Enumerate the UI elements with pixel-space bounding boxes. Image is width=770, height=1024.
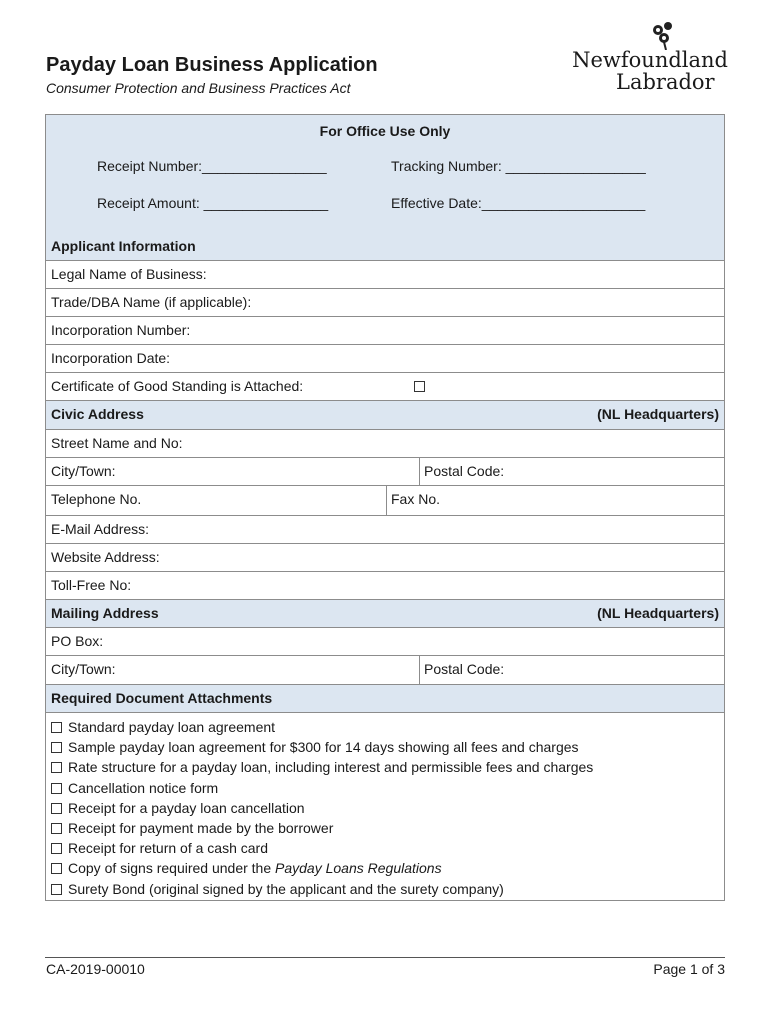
- checkbox[interactable]: [51, 783, 62, 794]
- incorporation-date-field[interactable]: [46, 345, 724, 373]
- item-label: Receipt for return of a cash card: [68, 840, 268, 857]
- list-item: [51, 840, 593, 860]
- list-item: [51, 759, 593, 779]
- section-heading-note: (NL Headquarters): [597, 605, 719, 621]
- trade-name-field[interactable]: [46, 289, 724, 317]
- documents-header: [46, 685, 724, 713]
- page-subtitle: Consumer Protection and Business Practices Act: [46, 80, 351, 96]
- section-heading: Applicant Information: [51, 238, 196, 254]
- office-use-title: For Office Use Only: [319, 123, 451, 139]
- field-label: Trade/DBA Name (if applicable):: [51, 294, 252, 310]
- checkbox[interactable]: [51, 742, 62, 753]
- civic-address-header: [46, 401, 724, 430]
- item-label: Cancellation notice form: [68, 779, 219, 796]
- page-number: Page 1 of 3: [653, 961, 725, 977]
- certificate-row: [46, 373, 724, 401]
- logo-text-newfoundland: Newfoundland: [572, 48, 728, 72]
- postal-code-field[interactable]: Postal Code:: [424, 463, 505, 479]
- item-label: Surety Bond (original signed by the applicant and the surety company): [68, 880, 504, 897]
- tollfree-field[interactable]: [46, 572, 724, 600]
- website-field[interactable]: [46, 544, 724, 572]
- mailing-address-header: [46, 600, 724, 628]
- application-form: [45, 114, 725, 901]
- civic-city-row: [46, 458, 724, 486]
- office-use-section: [46, 115, 724, 234]
- documents-checklist: [51, 719, 593, 901]
- legal-name-field[interactable]: [46, 261, 724, 289]
- list-item: [51, 780, 593, 800]
- list-item: [51, 860, 593, 880]
- email-field[interactable]: [46, 516, 724, 544]
- list-item: [51, 739, 593, 759]
- checkbox[interactable]: [51, 803, 62, 814]
- incorporation-number-field[interactable]: [46, 317, 724, 345]
- section-heading: Civic Address: [51, 406, 144, 422]
- footer-divider: [45, 957, 725, 958]
- checkbox[interactable]: [51, 863, 62, 874]
- field-label: Certificate of Good Standing is Attached:: [51, 378, 304, 394]
- checkbox[interactable]: [51, 722, 62, 733]
- applicant-info-header: [46, 233, 724, 261]
- item-label: Receipt for payment made by the borrower: [68, 819, 334, 836]
- field-label: Incorporation Number:: [51, 322, 191, 338]
- list-item: [51, 881, 593, 901]
- divider: [386, 486, 387, 515]
- field-label: Incorporation Date:: [51, 350, 171, 366]
- list-item: [51, 800, 593, 820]
- list-item: [51, 719, 593, 739]
- item-label: Receipt for a payday loan cancellation: [68, 799, 305, 816]
- city-field[interactable]: City/Town:: [51, 463, 116, 479]
- government-logo: [572, 20, 730, 96]
- item-label: Rate structure for a payday loan, including interest and permissible fees and charges: [68, 759, 594, 776]
- tracking-number-field[interactable]: Tracking Number: __________________: [391, 158, 646, 174]
- checkbox[interactable]: [51, 823, 62, 834]
- civic-phone-row: [46, 486, 724, 516]
- fax-field[interactable]: Fax No.: [391, 491, 441, 507]
- pobox-field[interactable]: [46, 628, 724, 656]
- telephone-field[interactable]: Telephone No.: [51, 491, 142, 507]
- receipt-number-field[interactable]: Receipt Number:________________: [97, 158, 327, 174]
- section-heading-note: (NL Headquarters): [597, 406, 719, 422]
- item-label: Copy of signs required under the: [68, 860, 276, 877]
- divider: [419, 458, 420, 485]
- logo-text-labrador: Labrador: [616, 70, 715, 94]
- receipt-amount-field[interactable]: Receipt Amount: ________________: [97, 195, 329, 211]
- page-title: Payday Loan Business Application: [46, 54, 378, 76]
- city-field[interactable]: City/Town:: [51, 661, 116, 677]
- street-field[interactable]: [46, 430, 724, 458]
- field-label: Legal Name of Business:: [51, 266, 207, 282]
- field-label: E-Mail Address:: [51, 521, 150, 537]
- mailing-city-row: [46, 656, 724, 685]
- item-label: Standard payday loan agreement: [68, 719, 276, 735]
- regulation-title: Payday Loans Regulations: [275, 860, 442, 877]
- item-label: Sample payday loan agreement for $300 for 14 days showing all fees and charges: [68, 739, 579, 756]
- checkbox[interactable]: [51, 843, 62, 854]
- postal-code-field[interactable]: Postal Code:: [424, 661, 505, 677]
- checkbox[interactable]: [51, 884, 62, 895]
- divider: [419, 656, 420, 684]
- field-label: Toll-Free No:: [51, 577, 132, 593]
- checkbox[interactable]: [51, 762, 62, 773]
- pitcher-plant-icon: [646, 20, 686, 50]
- field-label: Website Address:: [51, 549, 160, 565]
- form-code: CA-2019-00010: [46, 961, 145, 977]
- effective-date-field[interactable]: Effective Date:_____________________: [391, 195, 646, 211]
- field-label: Street Name and No:: [51, 435, 183, 451]
- certificate-checkbox[interactable]: [414, 381, 425, 392]
- list-item: [51, 820, 593, 840]
- section-heading: Mailing Address: [51, 605, 159, 621]
- section-heading: Required Document Attachments: [51, 690, 273, 706]
- field-label: PO Box:: [51, 633, 104, 649]
